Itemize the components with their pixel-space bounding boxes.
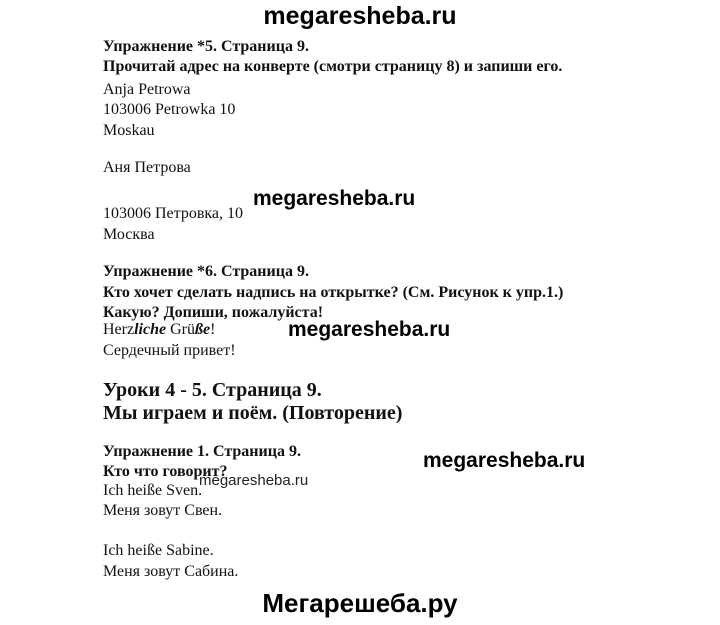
ex6-answer-part-1: Herz xyxy=(103,321,135,338)
ex1-heading: Упражнение 1. Страница 9. xyxy=(103,443,301,460)
watermark-middle-2: megaresheba.ru xyxy=(288,318,451,341)
ex5-de-line-1: Anja Petrowa xyxy=(103,81,191,98)
ex1-de-1: Ich heiße Sven. xyxy=(103,482,203,499)
ex6-task-line-2: Какую? Допиши, пожалуйста! xyxy=(103,304,324,321)
ex6-task-line-1: Кто хочет сделать надпись на открытке? (См. Рисунок к упр.1.) xyxy=(103,284,564,301)
ex6-answer-part-5: ! xyxy=(210,321,216,338)
watermark-small: megaresheba.ru xyxy=(199,472,309,489)
ex6-answer-part-3: Grü xyxy=(166,321,195,338)
ex6-answer-part-4: ße xyxy=(194,321,211,338)
watermark-middle-1: megaresheba.ru xyxy=(253,187,416,210)
ex5-heading: Упражнение *5. Страница 9. xyxy=(103,38,309,55)
lesson-title: Уроки 4 - 5. Страница 9. xyxy=(103,379,322,401)
ex6-heading: Упражнение *6. Страница 9. xyxy=(103,263,309,280)
ex5-ru-line-2: Москва xyxy=(103,226,155,243)
watermark-middle-3: megaresheba.ru xyxy=(423,449,586,472)
lesson-subtitle: Мы играем и поём. (Повторение) xyxy=(103,402,403,424)
ex1-ru-1: Меня зовут Свен. xyxy=(103,502,223,519)
ex5-ru-name: Аня Петрова xyxy=(103,159,191,176)
ex1-de-2: Ich heiße Sabine. xyxy=(103,542,214,559)
ex5-de-line-2: 103006 Petrowka 10 xyxy=(103,101,236,118)
ex6-answer xyxy=(103,320,215,340)
ex1-ru-2: Меня зовут Сабина. xyxy=(103,563,239,580)
watermark-bottom: Мегарешеба.ру xyxy=(262,588,458,618)
watermark-top: megaresheba.ru xyxy=(263,2,457,30)
ex5-ru-line-1: 103006 Петровка, 10 xyxy=(103,205,244,222)
ex5-task: Прочитай адрес на конверте (смотри страницу 8) и запиши его. xyxy=(103,58,563,75)
ex6-answer-part-2: liche xyxy=(134,321,167,338)
ex6-translation: Сердечный привет! xyxy=(103,342,236,359)
ex5-de-line-3: Moskau xyxy=(103,122,155,139)
ex1-task: Кто что говорит? xyxy=(103,463,228,480)
